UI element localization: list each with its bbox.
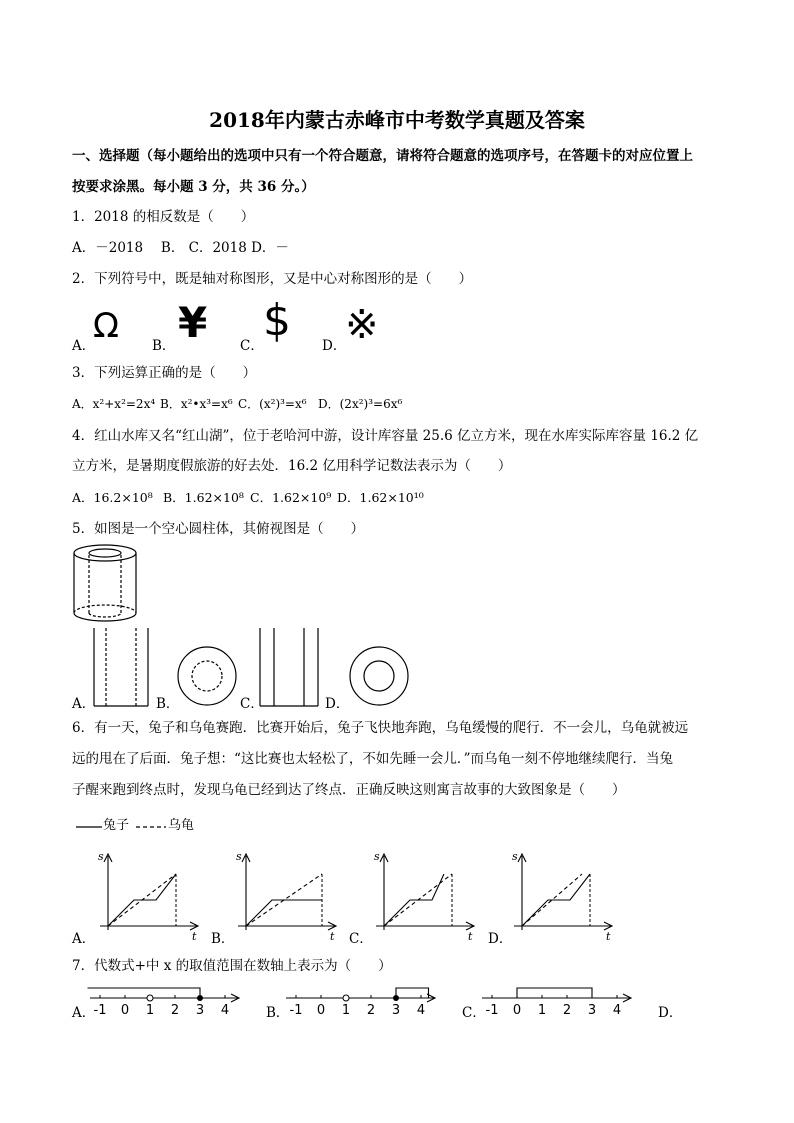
q4-line1: 4．红山水库又名“红山湖”，位于老哈河中游，设计库容量 25.6 亿立方米，现在水库实际库容量 16.2 亿 bbox=[72, 428, 699, 444]
closed-point bbox=[393, 995, 399, 1001]
q6-label-b: B． bbox=[211, 931, 235, 947]
q6-graph-d bbox=[508, 848, 618, 943]
rabbit-line bbox=[384, 874, 444, 926]
q5-option-c-figure bbox=[258, 628, 322, 708]
tick-label: 1 bbox=[341, 1003, 351, 1018]
q6-label-c: C． bbox=[349, 931, 373, 947]
q6-graph-c bbox=[370, 848, 480, 943]
axis-label-t: t bbox=[192, 930, 197, 943]
q6-line2: 远的甩在了后面．兔子想：“这比赛也太轻松了，不如先睡一会儿．”而乌龟一刻不停地继续爬行．当兔 bbox=[72, 751, 674, 767]
axis-label-t: t bbox=[468, 930, 473, 943]
q6-line3: 子醒来跑到终点时，发现乌龟已经到达了终点．正确反映这则寓言故事的大致图象是（ ） bbox=[72, 782, 626, 798]
tick-label: 2 bbox=[562, 1003, 572, 1018]
tick-label: 0 bbox=[316, 1003, 326, 1018]
q3-option-c: C．(x²)³=x⁶ bbox=[238, 397, 307, 411]
range-bracket bbox=[88, 988, 201, 998]
q6-legend-turtle-line bbox=[136, 825, 166, 829]
q7-numberline-a bbox=[90, 980, 242, 1020]
q1-stem: 1．2018 的相反数是（ ） bbox=[72, 209, 255, 225]
axis-label-t: t bbox=[606, 930, 611, 943]
q5-stem: 5．如图是一个空心圆柱体，其俯视图是（ ） bbox=[72, 521, 365, 537]
q5-label-c: C． bbox=[240, 696, 264, 712]
q4-line2: 立方米，是暑期度假旅游的好去处．16.2 亿用科学记数法表示为（ ） bbox=[72, 458, 512, 474]
q5-label-d: D． bbox=[325, 696, 350, 712]
axis-label-s: s bbox=[236, 850, 242, 863]
open-point bbox=[343, 995, 349, 1001]
q7-label-c: C． bbox=[462, 1005, 486, 1021]
reference-mark-symbol: ※ bbox=[345, 302, 379, 348]
q2-stem: 2．下列符号中，既是轴对称图形，又是中心对称图形的是（ ） bbox=[72, 271, 473, 287]
axis-label-t: t bbox=[330, 930, 335, 943]
q5-label-a: A． bbox=[72, 696, 96, 712]
tick-label: 4 bbox=[612, 1003, 622, 1018]
q7-numberline-c bbox=[482, 980, 634, 1020]
open-point bbox=[147, 995, 153, 1001]
tick-label: 4 bbox=[220, 1003, 230, 1018]
axis-label-s: s bbox=[512, 850, 518, 863]
page-title: 2018年内蒙古赤峰市中考数学真题及答案 bbox=[209, 108, 585, 132]
rabbit-line bbox=[246, 900, 322, 926]
q3-stem: 3．下列运算正确的是（ ） bbox=[72, 365, 257, 381]
q5-option-b-figure bbox=[176, 645, 238, 707]
section-header-line2: 按要求涂黑。每小题 3 分，共 36 分。） bbox=[72, 179, 315, 195]
q7-stem: 7．代数式+中 x 的取值范围在数轴上表示为（ ） bbox=[72, 958, 392, 974]
range-bracket bbox=[517, 988, 592, 998]
tick-label: -1 bbox=[289, 1003, 303, 1018]
q5-option-d-figure bbox=[348, 645, 410, 707]
q3-option-d: D．(2x²)³=6x⁶ bbox=[318, 397, 403, 411]
q4-option-d: D．1.62×10¹⁰ bbox=[337, 490, 424, 505]
q5-label-b: B． bbox=[156, 696, 180, 712]
range-bracket bbox=[396, 988, 429, 998]
q7-numberline-b bbox=[286, 980, 438, 1020]
section-header-line1: 一、选择题（每小题给出的选项中只有一个符合题意，请将符合题意的选项序号，在答题卡的对应位置上 bbox=[72, 148, 693, 164]
q4-option-a: A．16.2×10⁸ bbox=[72, 490, 153, 505]
q2-label-c: C． bbox=[240, 338, 264, 354]
rabbit-line bbox=[522, 874, 590, 926]
tick-label: 3 bbox=[391, 1003, 401, 1018]
tick-label: -1 bbox=[485, 1003, 499, 1018]
q7-label-b: B． bbox=[266, 1005, 290, 1021]
q1-options: A．－2018 B． C．2018 D．－ bbox=[72, 240, 289, 256]
q4-option-b: B．1.62×10⁸ bbox=[163, 490, 244, 505]
axis-label-s: s bbox=[98, 850, 104, 863]
yen-symbol: ¥ bbox=[178, 298, 208, 347]
turtle-line bbox=[384, 874, 452, 926]
q3-option-b: B．x²•x³=x⁶ bbox=[160, 397, 233, 411]
closed-point bbox=[197, 995, 203, 1001]
tick-label: -1 bbox=[93, 1003, 107, 1018]
tick-label: 0 bbox=[120, 1003, 130, 1018]
omega-symbol: Ω bbox=[93, 306, 119, 346]
q6-legend-turtle: 乌龟 bbox=[168, 818, 195, 833]
turtle-line bbox=[108, 874, 176, 926]
q6-legend-rabbit-line bbox=[76, 825, 102, 829]
axis-label-s: s bbox=[374, 850, 380, 863]
tick-label: 0 bbox=[512, 1003, 522, 1018]
hollow-cylinder-figure bbox=[70, 543, 140, 625]
q3-option-a: A．x²+x²=2x⁴ bbox=[72, 397, 156, 411]
q6-label-d: D． bbox=[488, 931, 513, 947]
q7-label-a: A． bbox=[72, 1005, 96, 1021]
tick-label: 1 bbox=[537, 1003, 547, 1018]
q5-option-a-figure bbox=[92, 628, 152, 708]
q2-label-a: A． bbox=[72, 338, 96, 354]
q6-graph-a bbox=[94, 848, 204, 943]
dollar-symbol: $ bbox=[263, 295, 291, 346]
tick-label: 2 bbox=[170, 1003, 180, 1018]
q2-label-d: D． bbox=[322, 338, 347, 354]
tick-label: 1 bbox=[145, 1003, 155, 1018]
q6-graph-b bbox=[232, 848, 342, 943]
q6-line1: 6．有一天，兔子和乌龟赛跑．比赛开始后，兔子飞快地奔跑，乌龟缓慢的爬行．不一会儿，乌龟就被远 bbox=[72, 720, 689, 736]
q6-label-a: A． bbox=[72, 931, 96, 947]
tick-label: 3 bbox=[587, 1003, 597, 1018]
q4-option-c: C．1.62×10⁹ bbox=[250, 490, 332, 505]
q6-legend-rabbit: 兔子 bbox=[103, 818, 130, 833]
tick-label: 4 bbox=[416, 1003, 426, 1018]
q2-label-b: B． bbox=[152, 338, 176, 354]
tick-label: 3 bbox=[195, 1003, 205, 1018]
q7-label-d: D． bbox=[658, 1005, 683, 1021]
tick-label: 2 bbox=[366, 1003, 376, 1018]
